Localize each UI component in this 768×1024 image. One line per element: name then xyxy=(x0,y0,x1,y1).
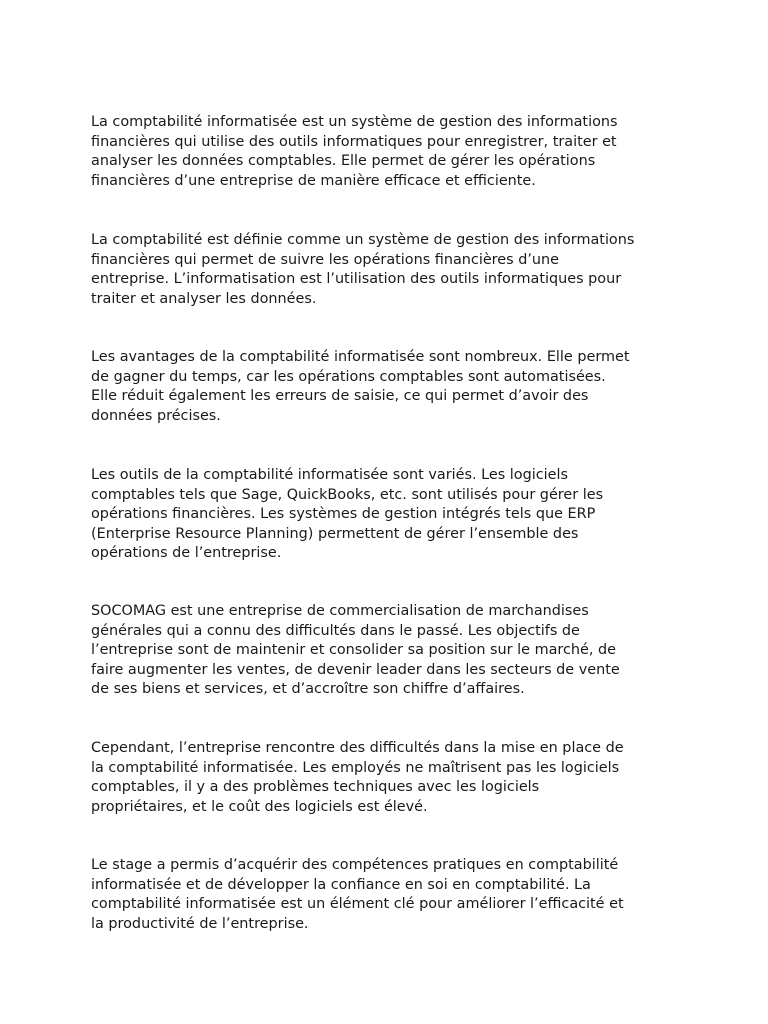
paragraph-line: comptables tels que Sage, QuickBooks, etc. sont utilisés pour gérer les xyxy=(91,486,604,503)
paragraph-difficultes xyxy=(91,739,691,817)
paragraph-definition-informatisee xyxy=(91,113,691,191)
paragraph-outils xyxy=(91,466,691,564)
paragraph-socomag xyxy=(91,602,691,700)
paragraph-line: La comptabilité informatisée est un système de gestion des informations xyxy=(91,114,618,130)
paragraph-definition-comptabilite xyxy=(91,231,691,309)
paragraph-stage-conclusion xyxy=(91,856,691,934)
paragraph-line: La comptabilité est définie comme un système de gestion des informations xyxy=(91,232,635,248)
paragraph-line: la comptabilité informatisée. Les employés ne maîtrisent pas les logiciels xyxy=(91,759,620,776)
paragraph-line: entreprise. L’informatisation est l’utilisation des outils informatiques pour xyxy=(91,271,622,288)
paragraph-line: analyser les données comptables. Elle permet de gérer les opérations xyxy=(91,153,596,170)
paragraph-line: faire augmenter les ventes, de devenir leader dans les secteurs de vente xyxy=(91,661,620,678)
paragraph-line: données précises. xyxy=(91,407,221,424)
paragraph-line: Les outils de la comptabilité informatisée sont variés. Les logiciels xyxy=(91,467,568,483)
paragraph-line: financières qui utilise des outils informatiques pour enregistrer, traiter et xyxy=(91,133,617,150)
paragraph-line: Elle réduit également les erreurs de saisie, ce qui permet d’avoir des xyxy=(91,388,589,405)
paragraph-line: informatisée et de développer la confiance en soi en comptabilité. La xyxy=(91,876,591,893)
paragraph-line: l’entreprise sont de maintenir et consolider sa position sur le marché, de xyxy=(91,642,617,659)
paragraph-line: financières d’une entreprise de manière efficace et efficiente. xyxy=(91,172,536,189)
paragraph-line: (Enterprise Resource Planning) permettent de gérer l’ensemble des xyxy=(91,525,579,542)
paragraph-line: Le stage a permis d’acquérir des compétences pratiques en comptabilité xyxy=(91,857,619,873)
paragraph-line: générales qui a connu des difficultés dans le passé. Les objectifs de xyxy=(91,622,580,639)
paragraph-line: opérations de l’entreprise. xyxy=(91,545,282,562)
paragraph-line: la productivité de l’entreprise. xyxy=(91,915,309,932)
paragraph-line: Cependant, l’entreprise rencontre des difficultés dans la mise en place de xyxy=(91,740,624,756)
paragraph-line: comptables, il y a des problèmes techniques avec les logiciels xyxy=(91,779,540,796)
paragraph-line: SOCOMAG est une entreprise de commercialisation de marchandises xyxy=(91,603,589,619)
paragraph-avantages xyxy=(91,348,691,426)
paragraph-line: traiter et analyser les données. xyxy=(91,290,317,307)
paragraph-line: financières qui permet de suivre les opérations financières d’une xyxy=(91,251,560,268)
paragraph-line: propriétaires, et le coût des logiciels est élevé. xyxy=(91,798,428,815)
paragraph-line: de gagner du temps, car les opérations comptables sont automatisées. xyxy=(91,368,606,385)
paragraph-line: opérations financières. Les systèmes de gestion intégrés tels que ERP xyxy=(91,506,596,523)
paragraph-line: de ses biens et services, et d’accroître son chiffre d’affaires. xyxy=(91,681,525,698)
paragraph-line: Les avantages de la comptabilité informatisée sont nombreux. Elle permet xyxy=(91,349,630,365)
paragraph-line: comptabilité informatisée est un élément clé pour améliorer l’efficacité et xyxy=(91,896,624,913)
